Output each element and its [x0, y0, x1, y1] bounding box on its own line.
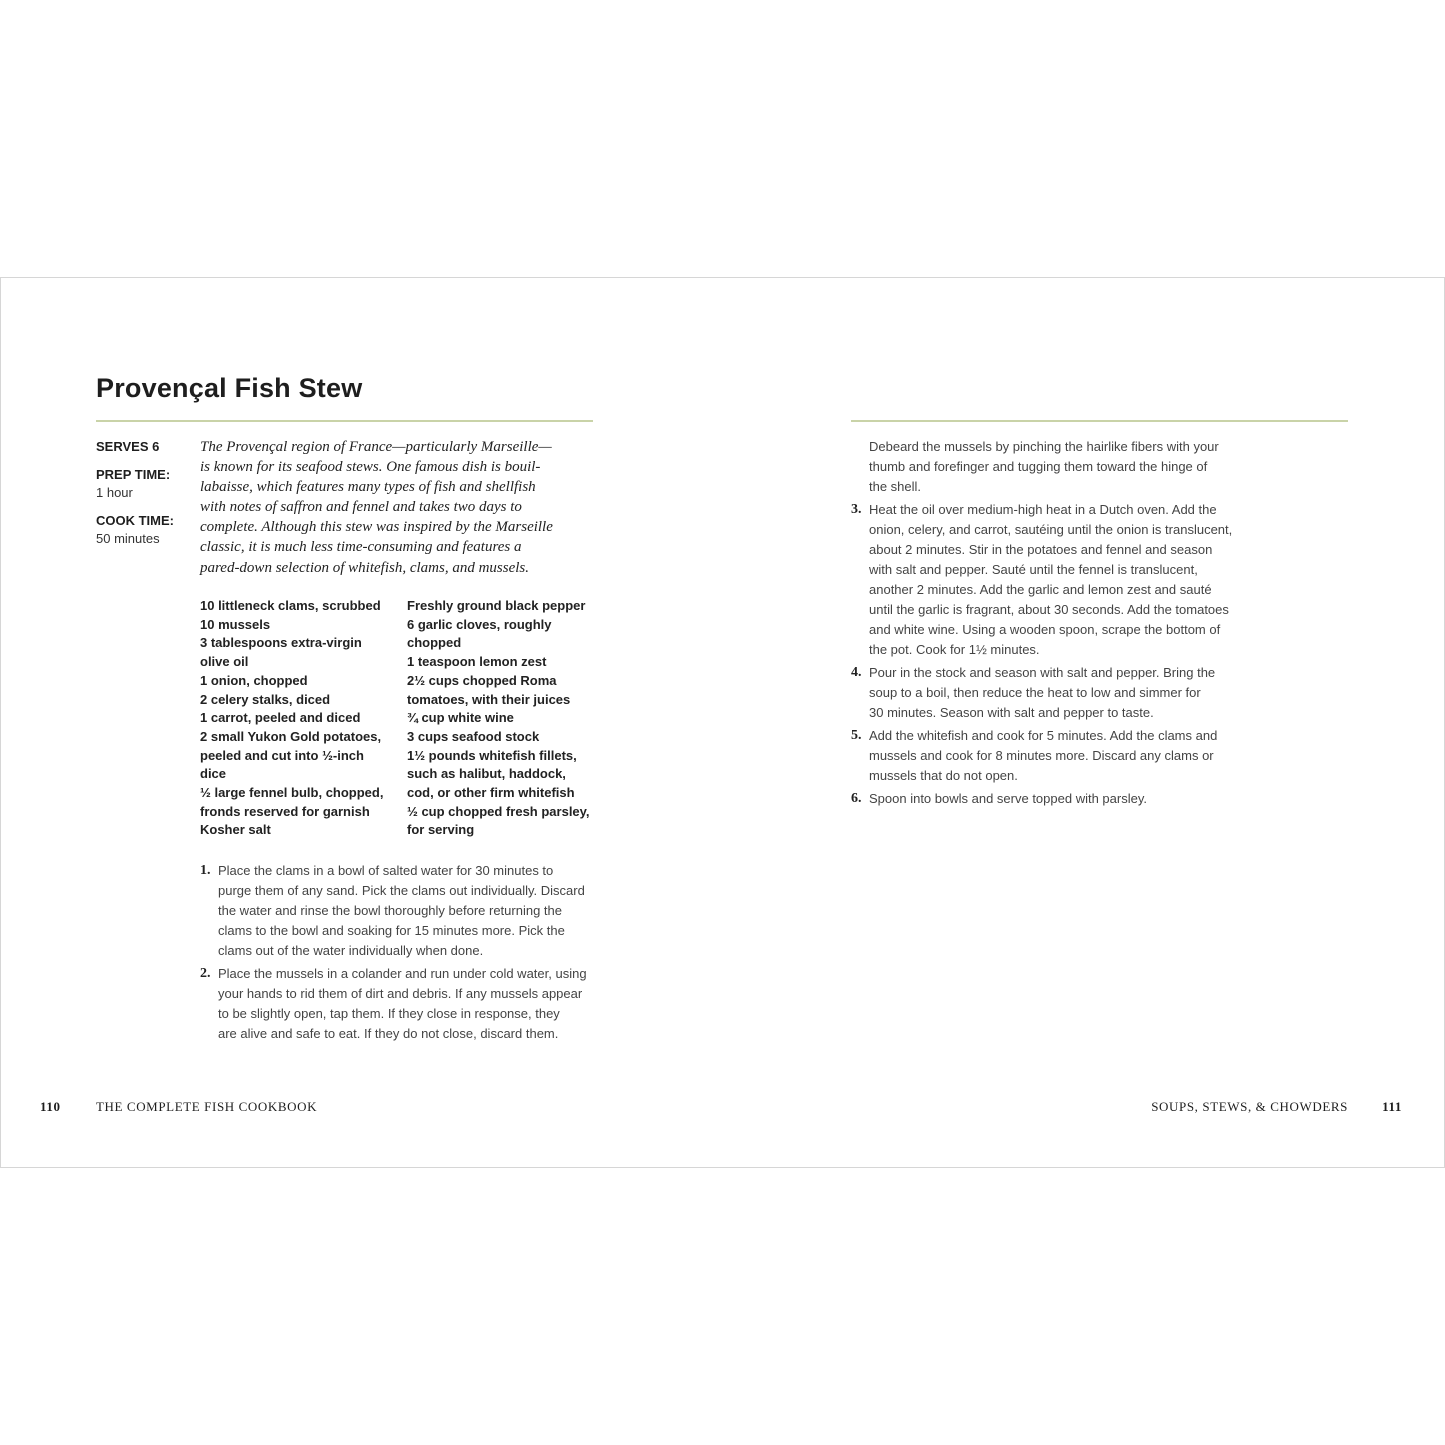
- step-text-line: and white wine. Using a wooden spoon, scrape the bottom of: [869, 622, 1221, 638]
- ingredient-line: cod, or other firm whitefish: [407, 785, 575, 801]
- left-running-head: THE COMPLETE FISH COOKBOOK: [96, 1099, 318, 1114]
- title-rule-right: [851, 420, 1348, 422]
- ingredient-item: [200, 821, 400, 840]
- cook-time-value: 50 minutes: [96, 531, 160, 546]
- step-text-line: Debeard the mussels by pinching the hairlike fibers with your: [869, 439, 1219, 454]
- step-number: 2.: [200, 965, 211, 981]
- recipe-title: Provençal Fish Stew: [96, 373, 363, 403]
- method-step: [200, 861, 600, 961]
- cook-time-label: COOK TIME:: [96, 513, 174, 528]
- ingredient-line: 10 mussels: [200, 616, 271, 632]
- step-text-line: purge them of any sand. Pick the clams out individually. Discard: [218, 883, 585, 899]
- title-rule-left: [96, 420, 593, 422]
- method-step: [200, 964, 600, 1044]
- step-number: 6.: [851, 790, 862, 806]
- ingredients-column-a: [200, 597, 400, 840]
- intro-line: The Provençal region of France—particularly Marseille—: [200, 439, 552, 455]
- step-text-line: clams out of the water individually when done.: [218, 943, 484, 959]
- step-text-line: soup to a boil, then reduce the heat to low and simmer for: [869, 685, 1201, 701]
- left-page-number: 110: [40, 1099, 61, 1114]
- recipe-meta: [96, 437, 196, 548]
- ingredient-line: peeled and cut into ½-inch: [200, 747, 364, 763]
- method-step: [851, 789, 1251, 809]
- ingredient-line: 6 garlic cloves, roughly: [407, 616, 552, 632]
- ingredient-item: [200, 709, 400, 728]
- ingredient-line: 1 carrot, peeled and diced: [200, 710, 361, 726]
- step-text-line: to be slightly open, tap them. If they close in response, they: [218, 1006, 560, 1022]
- step-text-line: the pot. Cook for 1½ minutes.: [869, 642, 1040, 658]
- ingredient-item: [407, 709, 602, 728]
- method-step: [851, 437, 1251, 497]
- ingredient-line: 2 small Yukon Gold potatoes,: [200, 728, 382, 744]
- ingredient-line: fronds reserved for garnish: [200, 803, 370, 819]
- ingredient-line: 10 littleneck clams, scrubbed: [200, 598, 381, 613]
- ingredient-item: [407, 728, 602, 747]
- ingredient-line: 2½ cups chopped Roma: [407, 672, 557, 688]
- steps-right-column: [851, 437, 1251, 811]
- step-text-line: mussels that do not open.: [869, 768, 1018, 783]
- step-text-line: until the garlic is fragrant, about 30 seconds. Add the tomatoes: [869, 602, 1229, 618]
- step-number: 1.: [200, 863, 211, 878]
- intro-line: with notes of saffron and fennel and takes two days to: [200, 499, 522, 516]
- ingredient-item: [200, 597, 400, 616]
- step-text-line: another 2 minutes. Add the garlic and lemon zest and sauté: [869, 582, 1212, 598]
- step-number: 5.: [851, 727, 862, 743]
- step-text-line: mussels and cook for 8 minutes more. Discard any clams or: [869, 747, 1214, 763]
- ingredient-line: 2 celery stalks, diced: [200, 691, 331, 707]
- serves-label: SERVES 6: [96, 439, 160, 454]
- ingredient-item: [200, 616, 400, 635]
- ingredient-line: ½ cup chopped fresh parsley,: [407, 803, 590, 819]
- ingredient-item: [200, 634, 400, 671]
- ingredient-line: ½ large fennel bulb, chopped,: [200, 785, 384, 801]
- ingredient-line: Freshly ground black pepper: [407, 598, 586, 613]
- right-running-head: SOUPS, STEWS, & CHOWDERS: [1151, 1099, 1348, 1114]
- ingredient-item: [407, 747, 602, 803]
- ingredient-item: [200, 672, 400, 691]
- ingredient-item: [407, 653, 602, 672]
- intro-line: labaisse, which features many types of fish and shellfish: [200, 479, 536, 496]
- step-text-line: Add the whitefish and cook for 5 minutes. Add the clams and: [869, 727, 1218, 743]
- step-text-line: Spoon into bowls and serve topped with parsley.: [869, 790, 1147, 806]
- ingredient-item: [407, 597, 602, 616]
- step-text-line: your hands to rid them of dirt and debris. If any mussels appear: [218, 986, 583, 1002]
- ingredient-line: chopped: [407, 635, 462, 651]
- ingredient-item: [200, 691, 400, 710]
- intro-line: complete. Although this stew was inspired by the Marseille: [200, 519, 553, 536]
- ingredient-line: for serving: [407, 822, 475, 838]
- ingredient-line: 1 teaspoon lemon zest: [407, 654, 547, 670]
- method-step: [851, 726, 1251, 786]
- step-text-line: the shell.: [869, 479, 922, 495]
- step-number: 4.: [851, 665, 862, 681]
- ingredient-line: 1½ pounds whitefish fillets,: [407, 747, 577, 763]
- right-page-number: 111: [1382, 1099, 1402, 1114]
- ingredients-column-b: [407, 597, 602, 840]
- step-text-line: clams to the bowl and soaking for 15 minutes more. Pick the: [218, 923, 565, 939]
- ingredient-line: Kosher salt: [200, 822, 271, 838]
- step-text-line: Place the clams in a bowl of salted water for 30 minutes to: [218, 863, 554, 878]
- step-text-line: thumb and forefinger and tugging them toward the hinge of: [869, 459, 1208, 475]
- intro-line: pared-down selection of whitefish, clams, and mussels.: [200, 559, 530, 576]
- step-text-line: 30 minutes. Season with salt and pepper to taste.: [869, 705, 1154, 721]
- method-step: [851, 663, 1251, 723]
- ingredient-line: 1 onion, chopped: [200, 672, 308, 688]
- step-text-line: about 2 minutes. Stir in the potatoes and fennel and season: [869, 541, 1213, 557]
- step-text-line: Pour in the stock and season with salt and pepper. Bring the: [869, 665, 1216, 681]
- step-text-line: Heat the oil over medium-high heat in a Dutch oven. Add the: [869, 501, 1217, 517]
- ingredient-item: [200, 784, 400, 821]
- ingredient-line: dice: [200, 766, 227, 782]
- prep-time-label: PREP TIME:: [96, 467, 171, 482]
- ingredient-line: ¾ cup white wine: [407, 710, 514, 726]
- steps-left-column: [200, 861, 600, 1047]
- step-text-line: are alive and safe to eat. If they do not close, discard them.: [218, 1026, 559, 1042]
- intro-line: classic, it is much less time-consuming and features a: [200, 539, 522, 556]
- recipe-intro: [200, 437, 595, 578]
- step-text-line: onion, celery, and carrot, sautéing until the onion is translucent,: [869, 521, 1233, 537]
- ingredient-item: [407, 616, 602, 653]
- ingredient-line: 3 tablespoons extra-virgin: [200, 635, 362, 651]
- ingredient-item: [407, 803, 602, 840]
- step-text-line: the water and rinse the bowl thoroughly before returning the: [218, 903, 562, 919]
- ingredient-item: [407, 672, 602, 709]
- ingredient-item: [200, 728, 400, 784]
- step-text-line: with salt and pepper. Sauté until the fennel is translucent,: [869, 562, 1198, 578]
- method-step: [851, 500, 1251, 661]
- step-text-line: Place the mussels in a colander and run under cold water, using: [218, 965, 587, 981]
- intro-line: is known for its seafood stews. One famous dish is bouil-: [200, 459, 541, 476]
- ingredient-line: 3 cups seafood stock: [407, 728, 540, 744]
- ingredient-line: such as halibut, haddock,: [407, 766, 566, 782]
- ingredient-line: tomatoes, with their juices: [407, 691, 571, 707]
- step-number: 3.: [851, 501, 862, 517]
- prep-time-value: 1 hour: [96, 485, 133, 500]
- ingredient-line: olive oil: [200, 654, 249, 670]
